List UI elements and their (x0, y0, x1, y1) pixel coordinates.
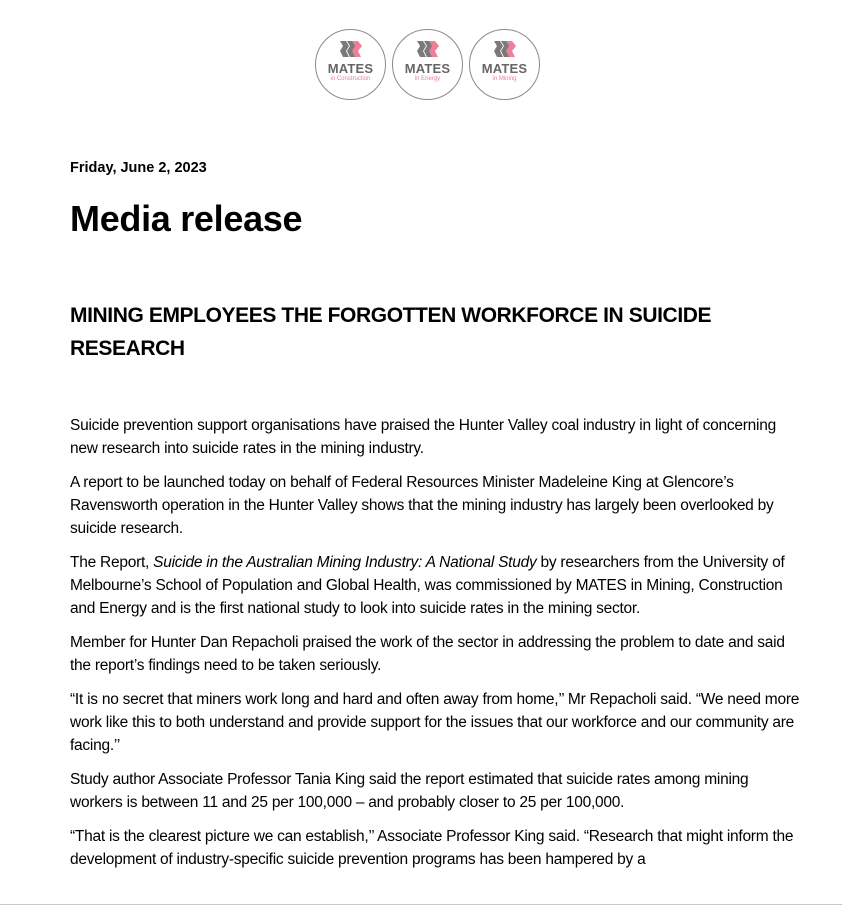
paragraph-prefix: The Report, (70, 554, 154, 571)
logo-subtitle: in Mining (492, 76, 517, 82)
body-text (70, 414, 800, 882)
paragraph: “That is the clearest picture we can establish,’’ Associate Professor King said. “Research that might inform the development of industry-specific suicide prevention programs has been hampered by a (70, 828, 794, 868)
paragraph: Member for Hunter Dan Repacholi praised the work of the sector in addressing the problem to date and said the report’s findings need to be taken seriously. (70, 634, 785, 674)
headline: MINING EMPLOYEES THE FORGOTTEN WORKFORCE IN SUICIDE RESEARCH (70, 304, 712, 360)
logo-title: MATES (404, 61, 451, 76)
mates-figures-icon (415, 39, 441, 61)
mates-in-construction-logo (315, 29, 386, 100)
paragraph-suffix: by researchers from the University of Melbourne’s School of Population and Global Health, was commissioned by MATES in Mining, Construction and Energy and is the first national study to look into suicide rates in the mining sector. (70, 554, 785, 617)
mates-in-mining-logo (469, 29, 540, 100)
mates-figures-icon (338, 39, 364, 61)
paragraph: “It is no secret that miners work long and hard and often away from home,’’ Mr Repacholi said. “We need more work like this to both understand and provide support for the issues that our workforce and our community are facing.’’ (70, 691, 800, 754)
report-title: Suicide in the Australian Mining Industry: A National Study (153, 554, 537, 571)
paragraph: A report to be launched today on behalf of Federal Resources Minister Madeleine King at Glencore’s Ravensworth operation in the Hunter Valley shows that the mining industry has largely been overlooked by suicide research. (70, 474, 774, 537)
logo-title: MATES (481, 61, 528, 76)
logo-title: MATES (327, 61, 374, 76)
paragraph (70, 551, 800, 620)
mates-in-energy-logo (392, 29, 463, 100)
logo-subtitle: in Energy (414, 76, 441, 82)
mates-figures-icon (492, 39, 518, 61)
paragraph: Study author Associate Professor Tania King said the report estimated that suicide rates among mining workers is between 11 and 25 per 100,000 – and probably closer to 25 per 100,000. (70, 771, 749, 811)
page-title: Media release (70, 198, 303, 239)
page-edge-divider (0, 904, 842, 905)
mates-logos (315, 29, 540, 100)
paragraph: Suicide prevention support organisations have praised the Hunter Valley coal industry in light of concerning new research into suicide rates in the mining industry. (70, 417, 776, 457)
release-date: Friday, June 2, 2023 (70, 160, 207, 176)
logo-subtitle: in Construction (330, 76, 371, 82)
